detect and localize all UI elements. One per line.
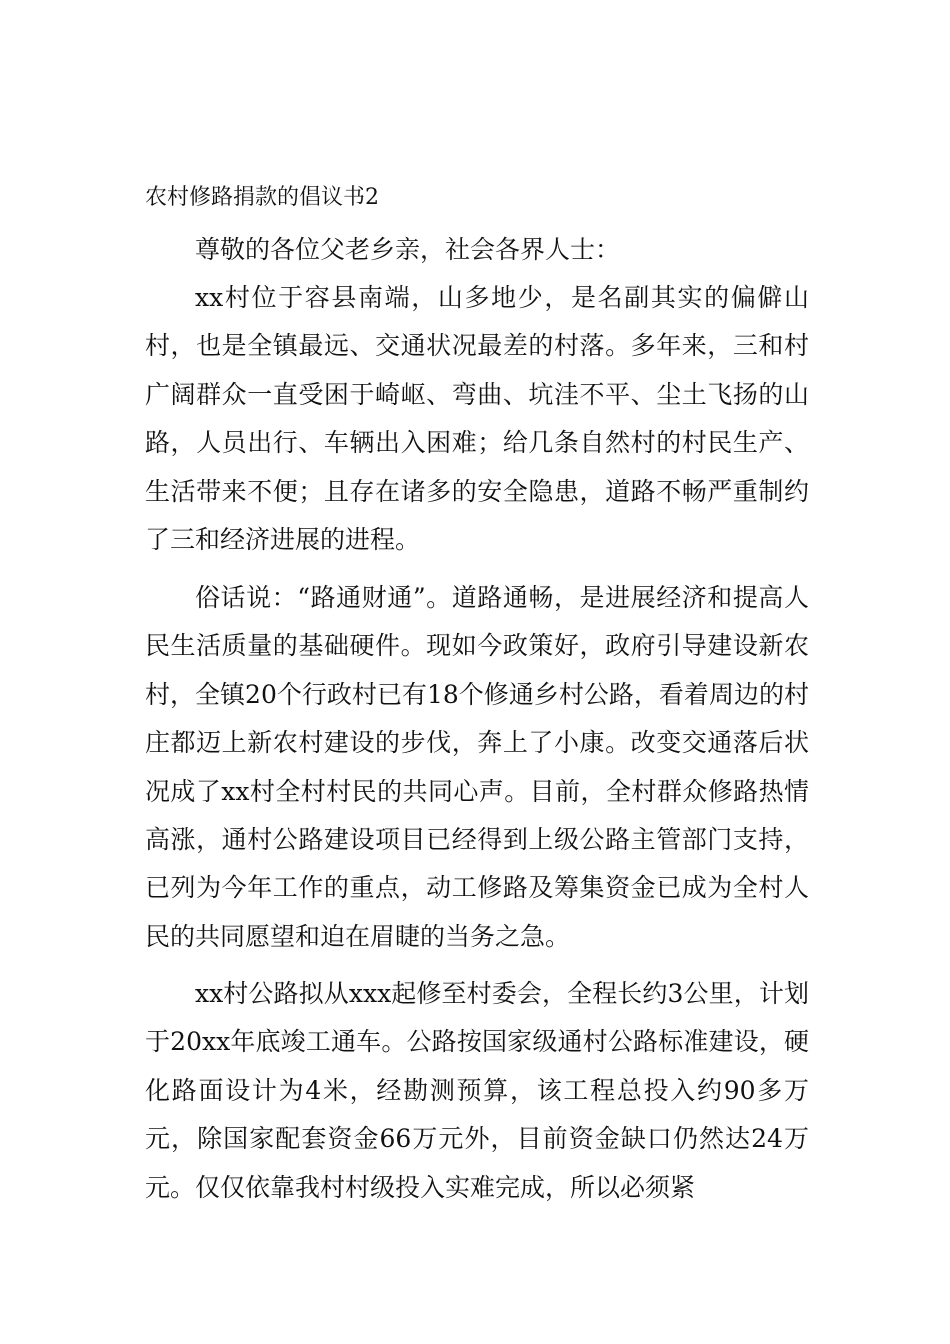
paragraph-1: xx村位于容县南端，山多地少，是名副其实的偏僻山村，也是全镇最远、交通状况最差的村落。多年来，三和村广阔群众一直受困于崎岖、弯曲、坑洼不平、尘土飞扬的山路，人员出行、车辆出入困难；给几条自然村的村民生产、生活带来不便；且存在诸多的安全隐患，道路不畅严重制约了三和经济进展的进程。: [145, 283, 809, 555]
paragraph-3: xx村公路拟从xxx起修至村委会，全程长约3公里，计划于20xx年底竣工通车。公路按国家级通村公路标准建设，硬化路面设计为4米，经勘测预算，该工程总投入约90多万元，除国家配套资金66万元外，目前资金缺口仍然达24万元。仅仅依靠我村村级投入实难完成，所以必须紧: [145, 979, 809, 1202]
document-title: 农村修路捐款的倡议书2: [145, 185, 379, 210]
salutation: 尊敬的各位父老乡亲，社会各界人士：: [195, 235, 621, 264]
paragraph-2: 俗话说：“路通财通”。道路通畅，是进展经济和提高人民生活质量的基础硬件。现如今政策好，政府引导建设新农村，全镇20个行政村已有18个修通乡村公路，看着周边的村庄都迈上新农村建设的步伐，奔上了小康。改变交通落后状况成了xx村全村村民的共同心声。目前，全村群众修路热情高涨，通村公路建设项目已经得到上级公路主管部门支持，已列为今年工作的重点，动工修路及筹集资金已成为全村人民的共同愿望和迫在眉睫的当务之急。: [145, 583, 809, 951]
